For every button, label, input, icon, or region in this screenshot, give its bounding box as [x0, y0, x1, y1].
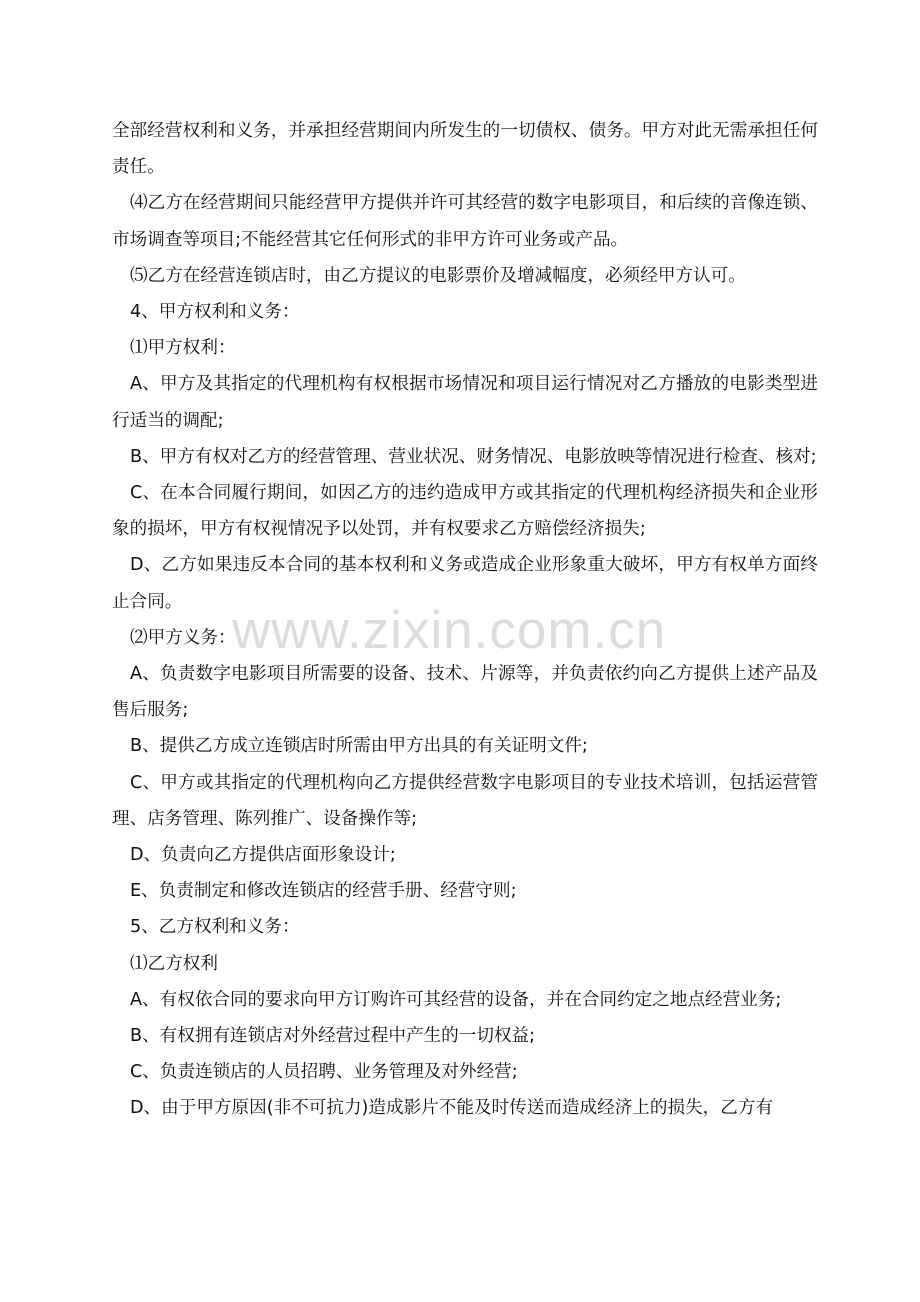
subheading-party-a-obligations: ⑵甲方义务： — [130, 627, 236, 648]
paragraph-21: D、由于甲方原因(非不可抗力)造成影片不能及时传送而造成经济上的损失，乙方有 — [130, 1098, 774, 1119]
paragraph-9: D、乙方如果违反本合同的基本权利和义务或造成企业形象重大破坏，甲方有权单方面终止合同。 — [112, 555, 818, 612]
subheading-party-a-rights: ⑴甲方权利： — [130, 338, 236, 359]
paragraph-15: E、负责制定和修改连锁店的经营手册、经营守则; — [130, 881, 517, 902]
paragraph-6: A、甲方及其指定的代理机构有权根据市场情况和项目运行情况对乙方播放的电影类型进行适当的调配; — [112, 374, 818, 431]
section-heading-4: 4、甲方权利和义务： — [130, 302, 300, 323]
paragraph-13: C、甲方或其指定的代理机构向乙方提供经营数字电影项目的专业技术培训，包括运营管理、店务管理、陈列推广、设备操作等; — [112, 772, 818, 829]
paragraph-8: C、在本合同履行期间，如因乙方的违约造成甲方或其指定的代理机构经济损失和企业形象的损坏，甲方有权视情况予以处罚，并有权要求乙方赔偿经济损失; — [112, 483, 818, 540]
paragraph-12: B、提供乙方成立连锁店时所需由甲方出具的有关证明文件; — [130, 736, 588, 757]
paragraph-3: ⑸乙方在经营连锁店时，由乙方提议的电影票价及增减幅度，必须经甲方认可。 — [130, 265, 746, 286]
paragraph-18: A、有权依合同的要求向甲方订购许可其经营的设备，并在合同约定之地点经营业务; — [130, 989, 782, 1010]
section-heading-5: 5、乙方权利和义务： — [130, 917, 300, 938]
paragraph-19: B、有权拥有连锁店对外经营过程中产生的一切权益; — [130, 1026, 536, 1047]
subheading-party-b-rights: ⑴乙方权利 — [130, 953, 218, 974]
paragraph-1: 全部经营权利和义务，并承担经营期间内所发生的一切债权、债务。甲方对此无需承担任何责任。 — [112, 121, 818, 178]
watermark: www.zixin.com.cn — [232, 601, 667, 660]
document-body — [112, 113, 818, 1127]
paragraph-11: A、负责数字电影项目所需要的设备、技术、片源等，并负责依约向乙方提供上述产品及售后服务; — [112, 664, 818, 721]
paragraph-14: D、负责向乙方提供店面形象设计; — [130, 845, 396, 866]
paragraph-20: C、负责连锁店的人员招聘、业务管理及对外经营; — [130, 1062, 518, 1083]
paragraph-7: B、甲方有权对乙方的经营管理、营业状况、财务情况、电影放映等情况进行检查、核对; — [130, 446, 817, 467]
paragraph-2: ⑷乙方在经营期间只能经营甲方提供并许可其经营的数字电影项目，和后续的音像连锁、市场调查等项目;不能经营其它任何形式的非甲方许可业务或产品。 — [112, 193, 818, 250]
